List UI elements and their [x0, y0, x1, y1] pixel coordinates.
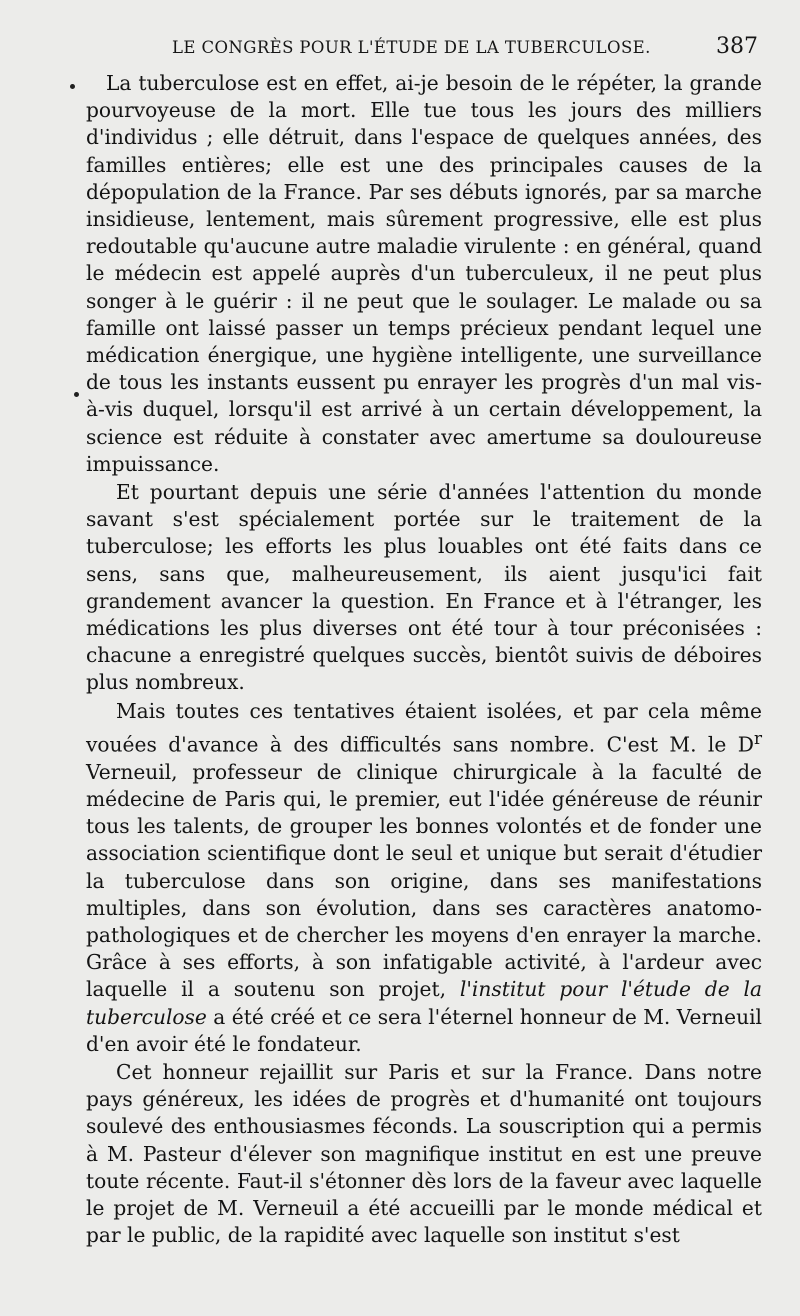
paragraph-honour-paris: Cet honneur rejaillit sur Paris et sur la France. Dans notre pays généreux, les idées de progrès et d'humanité ont toujours soulevé des enthousiasmes féconds. La souscription qui a permis à M. Pasteur d'élever son magnifique institut en est une preuve toute récente. Faut-il s'étonner dès lors de la faveur avec laquelle le projet de M. Verneuil a été accueilli par le monde médical et par le public, de la rapidité avec laquelle son institut s'est — [86, 1060, 762, 1248]
paragraph-verneuil-institute — [86, 698, 762, 1058]
paragraph-tuberculosis-mortality: La tuberculose est en effet, ai-je besoin de le répéter, la grande pourvoyeuse de la mort. Elle tue tous les jours des milliers d'individus ; elle détruit, dans l'espace de quelques années, des familles entières; elle est une des principales causes de la dépopulation de la France. Par ses débuts ignorés, par sa marche insidieuse, lentement, mais sûrement progressive, elle est plus redoutable qu'aucune autre maladie virulente : en général, quand le médecin est appelé auprès d'un tuberculeux, il ne peut plus songer à le guérir : il ne peut que le soulager. Le malade ou sa famille ont laissé passer un temps précieux pendant lequel une médication énergique, une hygiène intelligente, une surveillance de tous les instants eussent pu enrayer les progrès d'un mal vis-à-vis duquel, lorsqu'il est arrivé à un certain développement, la science est réduite à constater avec amertume sa douloureuse impuissance. — [86, 71, 762, 476]
paragraph-research-efforts: Et pourtant depuis une série d'années l'attention du monde savant s'est spécialement portée sur le traitement de la tuberculose; les efforts les plus louables ont été faits dans ce sens, sans que, malheureusement, ils aient jusqu'ici fait grandement avancer la question. En France et à l'étranger, les médications les plus diverses ont été tour à tour préconisées : chacune a enregistré quelques succès, bientôt suivis de déboires plus nombreux. — [86, 480, 762, 695]
margin-ink-mark — [74, 392, 79, 397]
page-number: 387 — [716, 34, 758, 59]
page-header — [0, 34, 800, 64]
running-title: LE CONGRÈS POUR L'ÉTUDE DE LA TUBERCULOSE. — [172, 38, 651, 57]
institute-name-italic: l'institut pour l'étude de la tuberculose — [86, 977, 762, 1029]
margin-ink-mark — [70, 84, 75, 89]
paragraph-text-segment: Verneuil, professeur de clinique chirurgicale à la faculté de médecine de Paris qui, le premier, eut l'idée généreuse de réunir tous les talents, de grouper les bonnes volontés et de fonder une association scientifique dont le seul et unique but serait d'étudier la tuberculose dans son origine, dans ses manifestations multiples, dans son évolution, dans ses caractères anatomo-pathologiques et de chercher les moyens d'en enrayer la marche. Grâce à ses efforts, à son infatigable activité, à l'ardeur avec laquelle il a soutenu son projet, — [86, 759, 762, 1002]
superscript-r: r — [753, 727, 762, 748]
paragraph-text-segment: a été créé et ce sera l'éternel honneur de M. Verneuil d'en avoir été le fondateur. — [86, 1004, 762, 1056]
paragraph-text-segment: Mais toutes ces tentatives étaient isolées, et par cela même vouées d'avance à des difficultés sans nombre. C'est M. le D — [86, 698, 762, 757]
body-text — [86, 70, 762, 1249]
